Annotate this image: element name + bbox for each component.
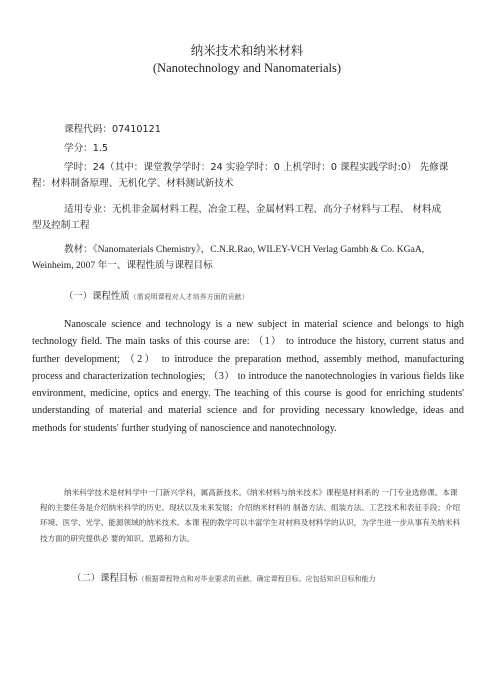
section-2-title: （二）课程目标 — [72, 573, 138, 584]
textbook-line-2: Weinheim, 2007 年一、课程性质与课程目标 — [32, 259, 213, 271]
applicable-majors — [32, 202, 464, 233]
textbook — [32, 242, 464, 273]
course-credits: 学分：1.5 — [64, 143, 109, 154]
document-title-chinese: 纳米技术和纳米材料 — [190, 43, 304, 58]
course-code: 课程代码：07410121 — [64, 124, 161, 135]
section-2-note: （根据课程特点和对毕业要求的贡献，确定课程目标。应包括知识目标和能力 — [137, 575, 376, 583]
textbook-line-1: 教材：《Nanomaterials Chemistry》，C.N.R.Rao, WILEY-VCH Verlag Gambh & Co. KGaA, — [64, 244, 425, 255]
section-2-heading — [72, 570, 376, 584]
section-1-title: （一）课程性质 — [64, 291, 130, 302]
section-1-heading — [64, 288, 249, 302]
course-nature-chinese-paragraph: 纳米科学技术是材料学中一门新兴学科，属高新技术。《纳米材料与纳米技术》课程是材料系的 一门专业选修课。本课程的主要任务是介绍纳米科学的历史、现状以及未来发展；介绍纳米材料的 制备方法、组装方法、工艺技术和表征手段；介绍环境、医学、光学、能源领域的纳米技术。本课 程的教学可以丰富学生对材料及材料学的认识，为学生进一步从事有关纳米科技方面的研究提供必 要的知识、思路和方法。 — [40, 488, 461, 543]
applicable-majors-line-2: 型及控制工程 — [32, 219, 90, 231]
course-nature-english-paragraph: Nanoscale science and technology is a new subject in material science and belongs to high technology field. The main tasks of this course are: （1） to introduce the history, current status and further development; （2） to introduce the preparation method, assembly method, manufacturing process and characterization technologies; （3） to introduce the nanotechnologies in various fields like environment, medicine, optics and energy. The teaching of this course is good for enriching students' understanding of material and material science and for providing necessary knowledge, ideas and methods for students' further studying of nanoscience and nanotechnology. — [32, 319, 464, 434]
course-hours-line-1: 学时：24（其中：课堂教学学时：24 实验学时：0 上机学时：0 课程实践学时:0） 先修课 — [64, 162, 449, 173]
course-hours-line-2: 程：材料制备原理、无机化学、材料测试新技术 — [32, 177, 234, 189]
course-hours — [32, 160, 464, 191]
section-1-note: （需说明课程对人才培养方面的贡献） — [129, 293, 249, 301]
applicable-majors-line-1: 适用专业：无机非金属材料工程、冶金工程、金属材料工程、高分子材料与工程、 材料成 — [64, 204, 442, 215]
document-title-english: (Nanotechnology and Nanomaterials) — [152, 61, 342, 75]
